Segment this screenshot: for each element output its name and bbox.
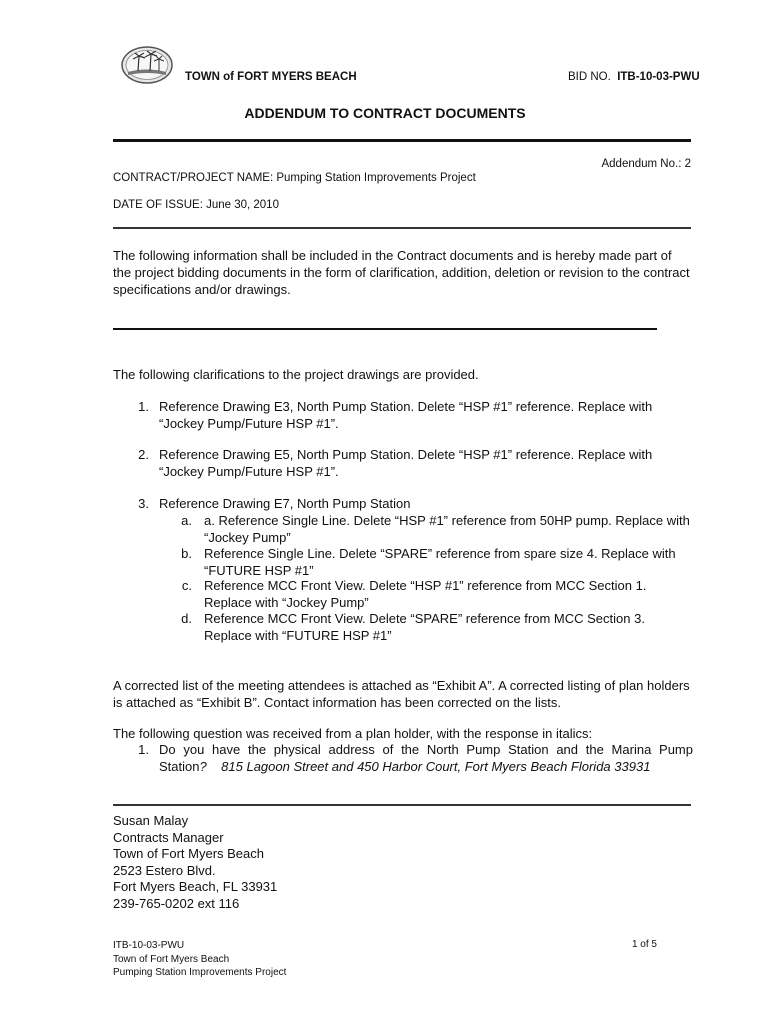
contact-phone: 239-765-0202 ext 116: [113, 895, 240, 911]
clarifications-heading: The following clarifications to the project drawings are provided.: [113, 367, 479, 382]
contact-street: 2523 Estero Blvd.: [113, 862, 216, 878]
page-number: 1 of 5: [631, 939, 657, 950]
intro-paragraph: The following information shall be included in the Contract documents and is hereby made part of the project bidding documents in the form of clarification, addition, deletion or revision to the contract specifications and/or drawings.: [113, 248, 690, 297]
subitem-letter: d.: [181, 611, 192, 626]
contact-name: Susan Malay: [113, 813, 189, 828]
item-number: 1.: [138, 399, 149, 414]
document-title: ADDENDUM TO CONTRACT DOCUMENTS: [244, 105, 526, 121]
list-item: [127, 496, 693, 513]
bid-number: [568, 71, 700, 83]
item-text: Reference Drawing E7, North Pump Station: [159, 496, 411, 511]
header-divider: [113, 139, 691, 142]
meta-divider: [113, 227, 691, 229]
town-name: TOWN of FORT MYERS BEACH: [185, 71, 357, 83]
contact-role: Contracts Manager: [113, 829, 224, 845]
list-item: [127, 447, 693, 480]
question-answer: 815 Lagoon Street and 450 Harbor Court, Fort Myers Beach Florida 33931: [221, 758, 651, 774]
question-body: Do you have the physical address of the North Pump Station and the Marina Pump Station: [159, 742, 693, 774]
contact-divider: [113, 804, 691, 806]
project-name: CONTRACT/PROJECT NAME: Pumping Station Improvements Project: [113, 172, 476, 184]
contact-block: [113, 813, 277, 912]
sub-list-item: [170, 513, 693, 546]
contact-city: Fort Myers Beach, FL 33931: [113, 879, 278, 894]
bid-number-value: ITB-10-03-PWU: [617, 71, 700, 83]
section-divider: [113, 328, 657, 330]
subitem-text: Reference MCC Front View. Delete “SPARE” reference from MCC Section 3. Replace with “FUTURE HSP #1”: [204, 611, 645, 643]
issue-date: DATE OF ISSUE: June 30, 2010: [113, 199, 279, 211]
town-seal-logo: [120, 44, 174, 86]
item-number: 2.: [138, 447, 149, 462]
footer-bid: ITB-10-03-PWU: [113, 940, 185, 951]
subitem-text: Reference MCC Front View. Delete “HSP #1” reference from MCC Section 1. Replace with “Jockey Pump”: [204, 578, 647, 610]
question-intro: The following question was received from a plan holder, with the response in italics:: [113, 726, 593, 741]
sub-list-item: [170, 578, 693, 611]
sub-list-item: [170, 611, 693, 644]
contact-org: Town of Fort Myers Beach: [113, 846, 264, 861]
attendees-paragraph: A corrected list of the meeting attendees is attached as “Exhibit A”. A corrected listing of plan holders is attached as “Exhibit B”. Contact information has been corrected on the lists.: [113, 678, 690, 710]
footer-town: Town of Fort Myers Beach: [113, 953, 230, 965]
bid-prefix: BID NO.: [568, 71, 611, 83]
subitem-letter: a.: [181, 513, 192, 528]
sub-list-item: [170, 546, 693, 579]
subitem-letter: c.: [181, 578, 192, 593]
subitem-text: Reference Single Line. Delete “SPARE” reference from spare size 4. Replace with “FUTURE HSP #1”: [204, 546, 676, 578]
question-item: [127, 742, 693, 775]
subitem-text: a. Reference Single Line. Delete “HSP #1” reference from 50HP pump. Replace with “Jockey Pump”: [204, 513, 690, 545]
item-text: Reference Drawing E3, North Pump Station. Delete “HSP #1” reference. Replace with “Jockey Pump/Future HSP #1”.: [159, 399, 653, 431]
item-number: 3.: [138, 496, 149, 511]
question-text: [159, 742, 693, 775]
item-text: Reference Drawing E5, North Pump Station. Delete “HSP #1” reference. Replace with “Jockey Pump/Future HSP #1”.: [159, 447, 653, 479]
question-number: 1.: [138, 742, 149, 757]
question-mark: ?: [199, 758, 207, 774]
addendum-number: Addendum No.: 2: [601, 158, 691, 170]
subitem-letter: b.: [181, 546, 192, 561]
list-item: [127, 399, 693, 432]
footer: [113, 939, 286, 980]
footer-project: Pumping Station Improvements Project: [113, 967, 287, 978]
